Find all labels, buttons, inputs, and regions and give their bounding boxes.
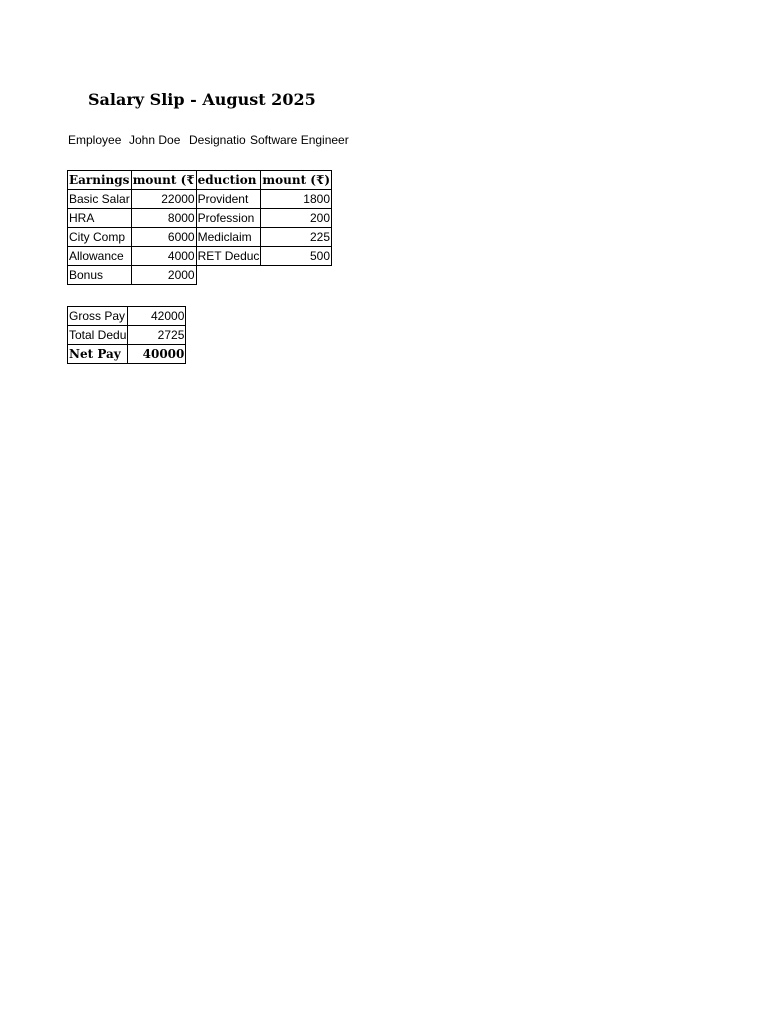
earning-amount: 4000 [131, 247, 196, 266]
earning-amount: 2000 [131, 266, 196, 285]
deduction-amount: 1800 [261, 190, 332, 209]
earning-amount: 6000 [131, 228, 196, 247]
pay-summary-table [67, 306, 186, 364]
earning-name: City Comp [68, 228, 132, 247]
deduction-amount: 500 [261, 247, 332, 266]
net-pay-value: 40000 [128, 345, 186, 364]
employee-label: Employee [68, 133, 122, 147]
page-title: Salary Slip - August 2025 [88, 90, 316, 109]
deduction-name: Profession [196, 209, 261, 228]
deduction-amount: 225 [261, 228, 332, 247]
deduction-name: RET Deduc [196, 247, 261, 266]
empty-cell [261, 266, 332, 285]
gross-pay-value: 42000 [128, 307, 186, 326]
gross-pay-label: Gross Pay [68, 307, 128, 326]
table-row [68, 209, 332, 228]
deduction-amount: 200 [261, 209, 332, 228]
empty-cell [196, 266, 261, 285]
deductions-amount-header: mount (₹) [261, 171, 332, 190]
earning-amount: 8000 [131, 209, 196, 228]
summary-row-deductions [68, 326, 186, 345]
designation-label: Designatio [189, 133, 246, 147]
earning-amount: 22000 [131, 190, 196, 209]
earning-name: Basic Salar [68, 190, 132, 209]
earning-name: HRA [68, 209, 132, 228]
earning-name: Bonus [68, 266, 132, 285]
total-deductions-value: 2725 [128, 326, 186, 345]
deduction-name: Provident [196, 190, 261, 209]
table-header-row [68, 171, 332, 190]
deduction-name: Mediclaim [196, 228, 261, 247]
table-row [68, 190, 332, 209]
net-pay-label: Net Pay [68, 345, 128, 364]
earning-name: Allowance [68, 247, 132, 266]
earnings-header: Earnings [68, 171, 132, 190]
summary-row-net [68, 345, 186, 364]
table-row [68, 228, 332, 247]
table-row [68, 266, 332, 285]
designation-value: Software Engineer [250, 133, 349, 147]
earnings-amount-header: mount (₹ [131, 171, 196, 190]
employee-name: John Doe [129, 133, 181, 147]
earnings-deductions-table [67, 170, 332, 285]
table-row [68, 247, 332, 266]
summary-row-gross [68, 307, 186, 326]
total-deductions-label: Total Dedu [68, 326, 128, 345]
deductions-header: eduction [196, 171, 261, 190]
